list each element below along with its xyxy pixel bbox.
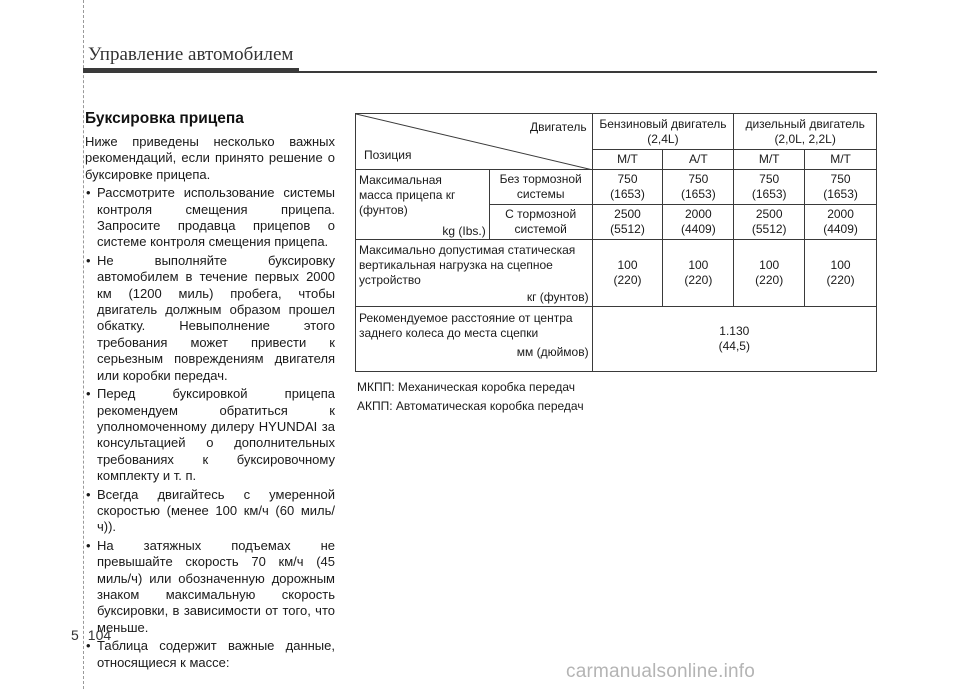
bullet-icon: •	[86, 537, 91, 553]
section-title: Буксировка прицепа	[85, 110, 244, 127]
list-item: • Таблица содержит важные данные, относящиеся к массе:	[86, 638, 335, 670]
with-brake-label: С тормозной системой	[489, 205, 592, 240]
transmission-header: M/T	[805, 150, 877, 170]
corner-position-label: Позиция	[364, 148, 412, 162]
intro-paragraph: Ниже приведены несколько важных рекомендаций, если принято решение о буксировке прицепа.	[85, 134, 335, 182]
text-column	[85, 110, 335, 673]
table-cell: 750 (1653)	[663, 170, 734, 205]
table-cell: 100 (220)	[805, 240, 877, 307]
list-item: • На затяжных подъемах не превышайте скорость 70 км/ч (45 миль/ч) или обозначенную дорожным знаком максимальную скорость буксировки, в зависимости от того, что меньше.	[86, 537, 335, 635]
table-cell: 750 (1653)	[734, 170, 805, 205]
bullet-icon: •	[86, 638, 91, 654]
table-cell: 2000 (4409)	[663, 205, 734, 240]
table-cell: 2000 (4409)	[805, 205, 877, 240]
diesel-engine-header: дизельный двигатель (2,0L, 2,2L)	[734, 114, 877, 150]
header-rule-thick	[83, 68, 299, 73]
chapter-number: 5	[71, 627, 79, 643]
table-cell: 100 (220)	[592, 240, 663, 307]
recommendation-list	[85, 185, 335, 671]
table-cell: 100 (220)	[663, 240, 734, 307]
vertical-load-label: Максимально допустимая статическая вертикальная нагрузка на сцепное устройство кг (фунтов)	[356, 240, 593, 307]
bullet-icon: •	[86, 252, 91, 268]
list-item: • Перед буксировкой прицепа рекомендуем обратиться к уполномоченному дилеру HYUNDAI за консультацией о дополнительных требованиях к буксировочному комплекту и т. п.	[86, 386, 335, 484]
table-footnotes	[357, 378, 584, 416]
petrol-engine-header: Бензиновый двигатель (2,4L)	[592, 114, 734, 150]
transmission-header: M/T	[734, 150, 805, 170]
hitch-distance-label: Рекомендуемое расстояние от центра заднего колеса до места сцепки мм (дюймов)	[356, 307, 593, 372]
table-cell: 2500 (5512)	[734, 205, 805, 240]
table-cell: 100 (220)	[734, 240, 805, 307]
bullet-icon: •	[86, 386, 91, 402]
trailer-spec-table	[355, 113, 877, 372]
margin-line	[83, 0, 84, 689]
watermark-text: carmanualsonline.info	[566, 661, 756, 682]
table-cell: 2500 (5512)	[592, 205, 663, 240]
table-cell: 750 (1653)	[592, 170, 663, 205]
transmission-header: M/T	[592, 150, 663, 170]
table-corner-cell	[356, 114, 593, 170]
hitch-distance-value: 1.130 (44,5)	[592, 307, 876, 372]
corner-engine-label: Двигатель	[529, 120, 587, 134]
list-item: • Рассмотрите использование системы контроля смещения прицепа. Запросите продавца прицепов о системе контроля смещения прицепа.	[86, 185, 335, 250]
bullet-icon: •	[86, 486, 91, 502]
list-item: • Не выполняйте буксировку автомобилем в течение первых 2000 км (1200 миль) пробега, чтобы двигатель должным образом прошел обкатку. Невыполнение этого требования может привести к серьезным повреждениям двигателя или коробки передач.	[86, 252, 335, 383]
transmission-header: A/T	[663, 150, 734, 170]
page-number	[71, 627, 120, 643]
bullet-icon: •	[86, 185, 91, 201]
page-number-value: 104	[87, 627, 112, 643]
footnote-automatic: АКПП: Автоматическая коробка передач	[357, 399, 584, 413]
table-cell: 750 (1653)	[805, 170, 877, 205]
footnote-manual: МКПП: Механическая коробка передач	[357, 380, 575, 394]
max-trailer-mass-label: Максимальная масса прицепа кг (фунтов) kg (Ibs.)	[356, 170, 490, 240]
list-item: • Всегда двигайтесь с умеренной скоростью (менее 100 км/ч (60 миль/ч)).	[86, 486, 335, 535]
header-rule-thin	[299, 71, 877, 73]
no-brake-label: Без тормозной системы	[489, 170, 592, 205]
page-header-title: Управление автомобилем	[88, 44, 294, 65]
